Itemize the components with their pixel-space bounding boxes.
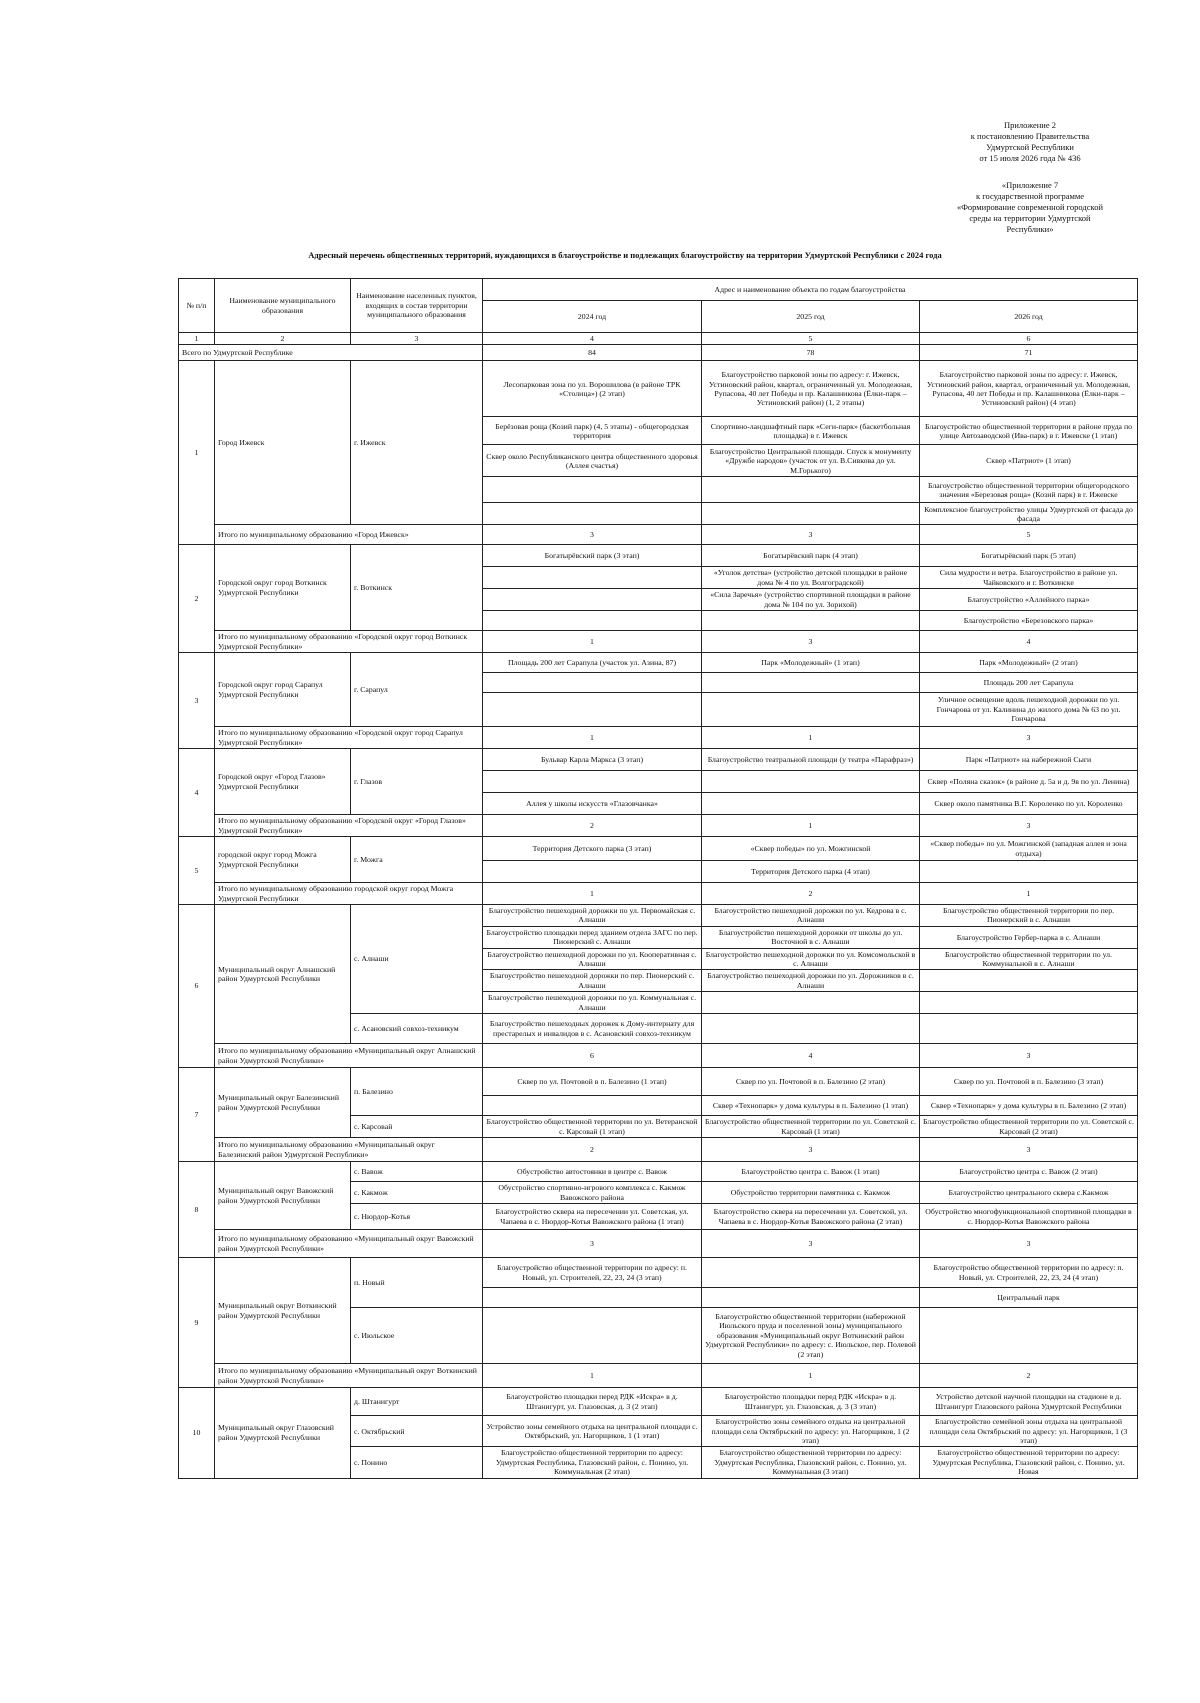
subtotal-label: Итого по муниципальному образованию «Городской округ город Сарапул Удмуртской Республики» xyxy=(215,727,483,749)
municipality-name: Городской округ город Воткинск Удмуртской Республики xyxy=(215,545,351,631)
municipality-name: Городской округ «Город Глазов» Удмуртской Республики xyxy=(215,749,351,815)
subtotal-v2026: 3 xyxy=(920,1138,1138,1162)
object-y2024: Благоустройство сквера на пересечении ул. Советская, ул. Чапаева в с. Нюрдор-Котья Вавожского района (1 этап) xyxy=(483,1204,702,1230)
appendix-line: Удмуртской Республики xyxy=(986,142,1074,152)
object-y2025: Благоустройство парковой зоны по адресу: г. Ижевск, Устиновский район, квартал, ограниченный ул. Молодежная, Рупасова, 40 лет Победы и пр. Калашникова (Ёлки-парк – Устиновский район) (1, 2 этапы) xyxy=(702,361,920,417)
municipality-name: Город Ижевск xyxy=(215,361,351,525)
object-y2025: Благоустройство сквера на пересечении ул. Советской, ул. Чапаева в с. Нюрдор-Котья Вавожского района (2 этап) xyxy=(702,1204,920,1230)
table-row xyxy=(179,1068,1138,1096)
column-number: 3 xyxy=(351,333,483,345)
table-row xyxy=(179,653,1138,673)
object-y2025: Благоустройство площадки перед РДК «Искра» в д. Штанигурт, ул. Глазовская, д. 3 (3 этап) xyxy=(702,1388,920,1416)
settlement-name: с. Карсовай xyxy=(351,1116,483,1138)
object-y2024: Обустройство автостоянки в центре с. Вавож xyxy=(483,1162,702,1182)
appendix-line: к постановлению Правительства xyxy=(970,131,1090,141)
appendix-header-program xyxy=(930,180,1130,235)
object-y2026: «Сквер победы» по ул. Можгинской (западная аллея и зона отдыха) xyxy=(920,837,1138,861)
settlement-name: г. Сарапул xyxy=(351,653,483,727)
object-y2026: Сила мудрости и ветра. Благоустройство в районе ул. Чайковского и г. Воткинске xyxy=(920,567,1138,589)
object-y2026: Богатырёвский парк (5 этап) xyxy=(920,545,1138,567)
object-y2024 xyxy=(483,567,702,589)
table-row xyxy=(179,1388,1138,1416)
row-number: 5 xyxy=(179,837,215,905)
subtotal-v2026: 3 xyxy=(920,727,1138,749)
subtotal-v2025: 3 xyxy=(702,1230,920,1258)
object-y2024: Обустройство спортивно-игрового комплекса с. Какмож Вавожского района xyxy=(483,1182,702,1204)
object-y2026: Площадь 200 лет Сарапула xyxy=(920,673,1138,693)
object-y2026: Благоустройство общественной территории общегородского значения «Березовая роща» (Козий парк) в г. Ижевске xyxy=(920,477,1138,503)
table-row xyxy=(179,1162,1138,1182)
object-y2025: Сквер «Технопарк» у дома культуры в п. Балезино (1 этап) xyxy=(702,1096,920,1116)
object-y2024 xyxy=(483,611,702,631)
object-y2025: Спортивно-ландшафтный парк «Сеги-парк» (баскетбольная площадка) в г. Ижевск xyxy=(702,417,920,445)
subtotal-label: Итого по муниципальному образованию «Город Ижевск» xyxy=(215,525,483,545)
object-y2024: Бульвар Карла Маркса (3 этап) xyxy=(483,749,702,771)
object-y2025: «Уголок детства» (устройство детской площадки в районе дома № 4 по ул. Волгоградской) xyxy=(702,567,920,589)
municipality-name: Городской округ город Сарапул Удмуртской Республики xyxy=(215,653,351,727)
settlement-name: с. Нюрдор-Котья xyxy=(351,1204,483,1230)
object-y2026: Благоустройство общественной территории по ул. Советской с. Карсовай (2 этап) xyxy=(920,1116,1138,1138)
object-y2024: Сквер по ул. Почтовой в п. Балезино (1 этап) xyxy=(483,1068,702,1096)
object-y2025: Благоустройство зоны семейного отдыха на центральной площади села Октябрьский по адресу: ул. Нагорщиков, 1 (2 этап) xyxy=(702,1416,920,1447)
object-y2026 xyxy=(920,992,1138,1014)
row-number: 10 xyxy=(179,1388,215,1478)
header-address-group: Адрес и наименование объекта по годам благоустройства xyxy=(483,279,1138,301)
header-num: № п/п xyxy=(179,279,215,333)
subtotal-v2024: 6 xyxy=(483,1044,702,1068)
object-y2025: Благоустройство пешеходной дорожки по ул. Дорожников в с. Алнаши xyxy=(702,970,920,992)
subtotal-v2025: 3 xyxy=(702,1138,920,1162)
appendix-header xyxy=(930,120,1130,164)
object-y2025 xyxy=(702,611,920,631)
object-y2024 xyxy=(483,673,702,693)
object-y2025: Благоустройство пешеходной дорожки по ул. Кедрова в с. Алнаши xyxy=(702,905,920,927)
settlement-name: с. Какмож xyxy=(351,1182,483,1204)
total-row-label: Всего по Удмуртской Республике xyxy=(179,345,483,361)
object-y2024 xyxy=(483,503,702,525)
settlement-name: д. Штанигурт xyxy=(351,1388,483,1416)
object-y2025 xyxy=(702,693,920,727)
object-y2026 xyxy=(920,1014,1138,1044)
subtotal-v2024: 1 xyxy=(483,883,702,905)
subtotal-row xyxy=(179,727,1138,749)
object-y2024: Благоустройство площадки перед РДК «Искра» в д. Штанигурт, ул. Глазовская, д. 3 (2 этап) xyxy=(483,1388,702,1416)
object-y2026: Благоустройство общественной территории в районе пруда по улице Автозаводской (Ива-парк) в г. Ижевске (1 этап) xyxy=(920,417,1138,445)
object-y2024: Благоустройство пешеходной дорожки по ул. Кооперативная с. Алнаши xyxy=(483,948,702,970)
object-y2024: Благоустройство пешеходной дорожки по пер. Пионерский с. Алнаши xyxy=(483,970,702,992)
appendix-line: от 15 июля 2026 года № 436 xyxy=(979,153,1081,163)
object-y2025 xyxy=(702,1258,920,1288)
subtotal-v2024: 2 xyxy=(483,1138,702,1162)
object-y2025 xyxy=(702,477,920,503)
appendix-line: «Формирование современной городской xyxy=(956,202,1104,212)
object-y2025: Благоустройство театральной площади (у театра «Парафраз») xyxy=(702,749,920,771)
settlement-name: г. Воткинск xyxy=(351,545,483,631)
municipality-name: Муниципальный округ Воткинский район Удмуртской Республики xyxy=(215,1258,351,1364)
subtotal-label: Итого по муниципальному образованию городской округ город Можга Удмуртской Республики xyxy=(215,883,483,905)
municipality-name: Муниципальный округ Алнашский район Удмуртской Республики xyxy=(215,905,351,1044)
settlement-name: с. Понино xyxy=(351,1447,483,1478)
row-number: 1 xyxy=(179,361,215,545)
header-year-2025: 2025 год xyxy=(702,301,920,333)
object-y2024: Благоустройство пешеходной дорожки по ул. Первомайская с. Алнаши xyxy=(483,905,702,927)
appendix-line: Приложение 2 xyxy=(1004,120,1056,130)
document-title: Адресный перечень общественных территорий, нуждающихся в благоустройстве и подлежащих благоустройству на территории Удмуртской Республики с 2024 года xyxy=(308,250,942,260)
object-y2024: Лесопарковая зона по ул. Ворошилова (в районе ТРК «Столица») (2 этап) xyxy=(483,361,702,417)
object-y2026 xyxy=(920,1308,1138,1364)
subtotal-row xyxy=(179,525,1138,545)
object-y2025: Обустройство территории памятника с. Какмож xyxy=(702,1182,920,1204)
address-list-table xyxy=(178,278,1138,1479)
column-number: 5 xyxy=(702,333,920,345)
object-y2024: Благоустройство общественной территории по ул. Ветеранской с. Карсовай (1 этап) xyxy=(483,1116,702,1138)
municipality-name: Муниципальный округ Балезинский район Удмуртской Республики xyxy=(215,1068,351,1138)
object-y2024: Площадь 200 лет Сарапула (участок ул. Азина, 87) xyxy=(483,653,702,673)
object-y2026: Комплексное благоустройство улицы Удмуртской от фасада до фасада xyxy=(920,503,1138,525)
object-y2026: Обустройство многофункциональной спортивной площадки в с. Нюрдор-Котья Вавожского района xyxy=(920,1204,1138,1230)
settlement-name: с. Вавож xyxy=(351,1162,483,1182)
object-y2025: «Сквер победы» по ул. Можгинской xyxy=(702,837,920,861)
object-y2026: Благоустройство общественной территории по адресу: п. Новый, ул. Строителей, 22, 23, 24 (4 этап) xyxy=(920,1258,1138,1288)
object-y2024: Благоустройство общественной территории по адресу: Удмуртская Республика, Глазовский район, с. Понино, ул. Коммунальная (2 этап) xyxy=(483,1447,702,1478)
table-row xyxy=(179,837,1138,861)
subtotal-v2026: 3 xyxy=(920,815,1138,837)
subtotal-row xyxy=(179,631,1138,653)
subtotal-v2025: 4 xyxy=(702,1044,920,1068)
appendix-line: среды на территории Удмуртской xyxy=(969,213,1091,223)
row-number: 4 xyxy=(179,749,215,837)
table-row xyxy=(179,905,1138,927)
object-y2026: Благоустройство парковой зоны по адресу: г. Ижевск, Устиновский район, квартал, ограниченный ул. Молодежная, Рупасова, 40 лет Победы и пр. Калашникова (Ёлки-парк – Устиновский район) (4 этап) xyxy=(920,361,1138,417)
object-y2024: Благоустройство общественной территории по адресу: п. Новый, ул. Строителей, 22, 23, 24 (3 этап) xyxy=(483,1258,702,1288)
object-y2025 xyxy=(702,1288,920,1308)
column-number: 1 xyxy=(179,333,215,345)
object-y2024 xyxy=(483,771,702,793)
object-y2024 xyxy=(483,1096,702,1116)
settlement-name: с. Октябрьский xyxy=(351,1416,483,1447)
subtotal-v2025: 1 xyxy=(702,815,920,837)
header-year-2024: 2024 год xyxy=(483,301,702,333)
row-number: 9 xyxy=(179,1258,215,1388)
object-y2024: Сквер около Республиканского центра общественного здоровья (Аллея счастья) xyxy=(483,445,702,477)
object-y2025 xyxy=(702,673,920,693)
table-row xyxy=(179,545,1138,567)
row-number: 6 xyxy=(179,905,215,1068)
table-row xyxy=(179,361,1138,417)
object-y2026: Благоустройство «Березовского парка» xyxy=(920,611,1138,631)
header-settlement: Наименование населенных пунктов, входящих в состав территории муниципального образования xyxy=(351,279,483,333)
municipality-name: городской округ город Можга Удмуртской Республики xyxy=(215,837,351,883)
total-2025: 78 xyxy=(702,345,920,361)
object-y2026: Центральный парк xyxy=(920,1288,1138,1308)
object-y2026: Благоустройство семейной зоны отдыха на центральной площади села Октябрьский по адресу: ул. Нагорщиков, 1 (3 этап) xyxy=(920,1416,1138,1447)
row-number: 7 xyxy=(179,1068,215,1162)
subtotal-row xyxy=(179,1230,1138,1258)
settlement-name: п. Балезино xyxy=(351,1068,483,1116)
object-y2026: Сквер «Технопарк» у дома культуры в п. Балезино (2 этап) xyxy=(920,1096,1138,1116)
subtotal-v2024: 2 xyxy=(483,815,702,837)
object-y2026: Сквер «Патриот» (1 этап) xyxy=(920,445,1138,477)
object-y2026: Сквер «Поляна сказок» (в районе д. 5а и д. 9в по ул. Ленина) xyxy=(920,771,1138,793)
subtotal-v2024: 3 xyxy=(483,525,702,545)
object-y2024 xyxy=(483,589,702,611)
object-y2025: Благоустройство центра с. Вавож (1 этап) xyxy=(702,1162,920,1182)
object-y2025: Благоустройство пешеходной дорожки по ул. Комсомольской в с. Алнаши xyxy=(702,948,920,970)
object-y2024 xyxy=(483,1308,702,1364)
object-y2026: Благоустройство «Аллейного парка» xyxy=(920,589,1138,611)
object-y2026: Благоустройство центра с. Вавож (2 этап) xyxy=(920,1162,1138,1182)
appendix-line: «Приложение 7 xyxy=(1001,180,1059,190)
subtotal-label: Итого по муниципальному образованию «Городской округ город Воткинск Удмуртской Республики» xyxy=(215,631,483,653)
subtotal-label: Итого по муниципальному образованию «Муниципальный округ Алнашский район Удмуртской Республики» xyxy=(215,1044,483,1068)
settlement-name: г. Можга xyxy=(351,837,483,883)
object-y2026: Уличное освещение вдоль пешеходной дорожки по ул. Гончарова от ул. Калинина до жилого дома № 63 по ул. Гончарова xyxy=(920,693,1138,727)
subtotal-v2026: 5 xyxy=(920,525,1138,545)
subtotal-label: Итого по муниципальному образованию «Муниципальный округ Балезинский район Удмуртской Республики» xyxy=(215,1138,483,1162)
subtotal-v2025: 3 xyxy=(702,525,920,545)
table-body xyxy=(179,361,1138,1478)
subtotal-v2026: 4 xyxy=(920,631,1138,653)
object-y2024: Территория Детского парка (3 этап) xyxy=(483,837,702,861)
subtotal-v2026: 3 xyxy=(920,1230,1138,1258)
subtotal-row xyxy=(179,883,1138,905)
total-2024: 84 xyxy=(483,345,702,361)
row-number: 8 xyxy=(179,1162,215,1258)
object-y2024 xyxy=(483,477,702,503)
total-2026: 71 xyxy=(920,345,1138,361)
object-y2024 xyxy=(483,693,702,727)
subtotal-row xyxy=(179,815,1138,837)
subtotal-v2024: 3 xyxy=(483,1230,702,1258)
object-y2026: Благоустройство центрального сквера с.Какмож xyxy=(920,1182,1138,1204)
municipality-name: Муниципальный округ Вавожский район Удмуртской Республики xyxy=(215,1162,351,1230)
subtotal-label: Итого по муниципальному образованию «Городской округ «Город Глазов» Удмуртской Республики» xyxy=(215,815,483,837)
object-y2025: «Сила Заречья» (устройство спортивной площадки в районе дома № 104 по ул. Зорихой) xyxy=(702,589,920,611)
subtotal-v2025: 1 xyxy=(702,1364,920,1388)
settlement-name: г. Глазов xyxy=(351,749,483,815)
object-y2024: Аллея у школы искусств «Глазовчанка» xyxy=(483,793,702,815)
settlement-name: с. Асановский совхоз-техникум xyxy=(351,1014,483,1044)
subtotal-v2026: 2 xyxy=(920,1364,1138,1388)
object-y2024 xyxy=(483,861,702,883)
subtotal-v2025: 2 xyxy=(702,883,920,905)
object-y2026: Сквер по ул. Почтовой в п. Балезино (3 этап) xyxy=(920,1068,1138,1096)
object-y2025: Благоустройство Центральной площади. Спуск к монументу «Дружбе народов» (участок от ул. В.Сивкова до ул. М.Горького) xyxy=(702,445,920,477)
object-y2025 xyxy=(702,992,920,1014)
appendix-line: Республики» xyxy=(1006,224,1054,234)
settlement-name: п. Новый xyxy=(351,1258,483,1308)
settlement-name: г. Ижевск xyxy=(351,361,483,525)
object-y2026: Благоустройство общественной территории по пер. Пионерский в с. Алнаши xyxy=(920,905,1138,927)
object-y2025: Парк «Молодежный» (1 этап) xyxy=(702,653,920,673)
subtotal-row xyxy=(179,1138,1138,1162)
object-y2025: Благоустройство общественной территории (набережной Июльского пруда и поселенной зоны) муниципального образования «Муниципальный округ Воткинский район Удмуртской Республики» по адресу: с. Июльское, пер. Полевой (2 этап) xyxy=(702,1308,920,1364)
subtotal-v2026: 3 xyxy=(920,1044,1138,1068)
object-y2025: Богатырёвский парк (4 этап) xyxy=(702,545,920,567)
object-y2024: Благоустройство пешеходных дорожек к Дому-интернату для престарелых и инвалидов в с. Асановский совхоз-техникум xyxy=(483,1014,702,1044)
object-y2026: Устройство детской научной площадки на стадионе в д. Штанигурт Глазовского района Удмуртской Республики xyxy=(920,1388,1138,1416)
table-row xyxy=(179,749,1138,771)
object-y2024: Берёзовая роща (Козий парк) (4, 5 этапы) - общегородская территория xyxy=(483,417,702,445)
subtotal-label: Итого по муниципальному образованию «Муниципальный округ Вавожский район Удмуртской Республики» xyxy=(215,1230,483,1258)
object-y2024: Устройство зоны семейного отдыха на центральной площади с. Октябрьский, ул. Нагорщиков, 1 (1 этап) xyxy=(483,1416,702,1447)
object-y2025 xyxy=(702,503,920,525)
object-y2025 xyxy=(702,1014,920,1044)
municipality-name: Муниципальный округ Глазовский район Удмуртской Республики xyxy=(215,1388,351,1478)
object-y2025: Сквер по ул. Почтовой в п. Балезино (2 этап) xyxy=(702,1068,920,1096)
subtotal-v2024: 1 xyxy=(483,727,702,749)
object-y2024 xyxy=(483,1288,702,1308)
object-y2026 xyxy=(920,861,1138,883)
header-municipality: Наименование муниципального образования xyxy=(215,279,351,333)
subtotal-v2024: 1 xyxy=(483,1364,702,1388)
object-y2026: Парк «Патриот» на набережной Сыги xyxy=(920,749,1138,771)
object-y2026 xyxy=(920,970,1138,992)
object-y2024: Благоустройство площадки перед зданием отдела ЗАГС по пер. Пионерский с. Алнаши xyxy=(483,926,702,948)
object-y2025 xyxy=(702,771,920,793)
object-y2025: Территория Детского парка (4 этап) xyxy=(702,861,920,883)
object-y2024: Благоустройство пешеходной дорожки по ул. Коммунальная с. Алнаши xyxy=(483,992,702,1014)
object-y2026: Сквер около памятника В.Г. Короленко по ул. Короленко xyxy=(920,793,1138,815)
subtotal-row xyxy=(179,1364,1138,1388)
object-y2025 xyxy=(702,793,920,815)
subtotal-label: Итого по муниципальному образованию «Муниципальный округ Воткинский район Удмуртской Республики» xyxy=(215,1364,483,1388)
column-number: 4 xyxy=(483,333,702,345)
object-y2025: Благоустройство общественной территории по адресу: Удмуртская Республика, Глазовский район, с. Понино, ул. Коммунальная (3 этап) xyxy=(702,1447,920,1478)
object-y2024: Богатырёвский парк (3 этап) xyxy=(483,545,702,567)
column-number: 2 xyxy=(215,333,351,345)
object-y2026: Парк «Молодежный» (2 этап) xyxy=(920,653,1138,673)
header-year-2026: 2026 год xyxy=(920,301,1138,333)
object-y2025: Благоустройство общественной территории по ул. Советской с. Карсовай (1 этап) xyxy=(702,1116,920,1138)
object-y2026: Благоустройство Гербер-парка в с. Алнаши xyxy=(920,926,1138,948)
row-number: 2 xyxy=(179,545,215,653)
object-y2026: Благоустройство общественной территории по адресу: Удмуртская Республика, Глазовский район, с. Понино, ул. Новая xyxy=(920,1447,1138,1478)
subtotal-v2024: 1 xyxy=(483,631,702,653)
object-y2025: Благоустройство пешеходной дорожки от школы до ул. Восточной в с. Алнаши xyxy=(702,926,920,948)
row-number: 3 xyxy=(179,653,215,749)
object-y2026: Благоустройство общественной территории по ул. Коммунальной в с. Алнаши xyxy=(920,948,1138,970)
subtotal-row xyxy=(179,1044,1138,1068)
settlement-name: с. Алнаши xyxy=(351,905,483,1014)
subtotal-v2025: 1 xyxy=(702,727,920,749)
table-row xyxy=(179,1258,1138,1288)
settlement-name: с. Июльское xyxy=(351,1308,483,1364)
subtotal-v2025: 3 xyxy=(702,631,920,653)
subtotal-v2026: 1 xyxy=(920,883,1138,905)
appendix-line: к государственной программе xyxy=(975,191,1085,201)
column-number: 6 xyxy=(920,333,1138,345)
